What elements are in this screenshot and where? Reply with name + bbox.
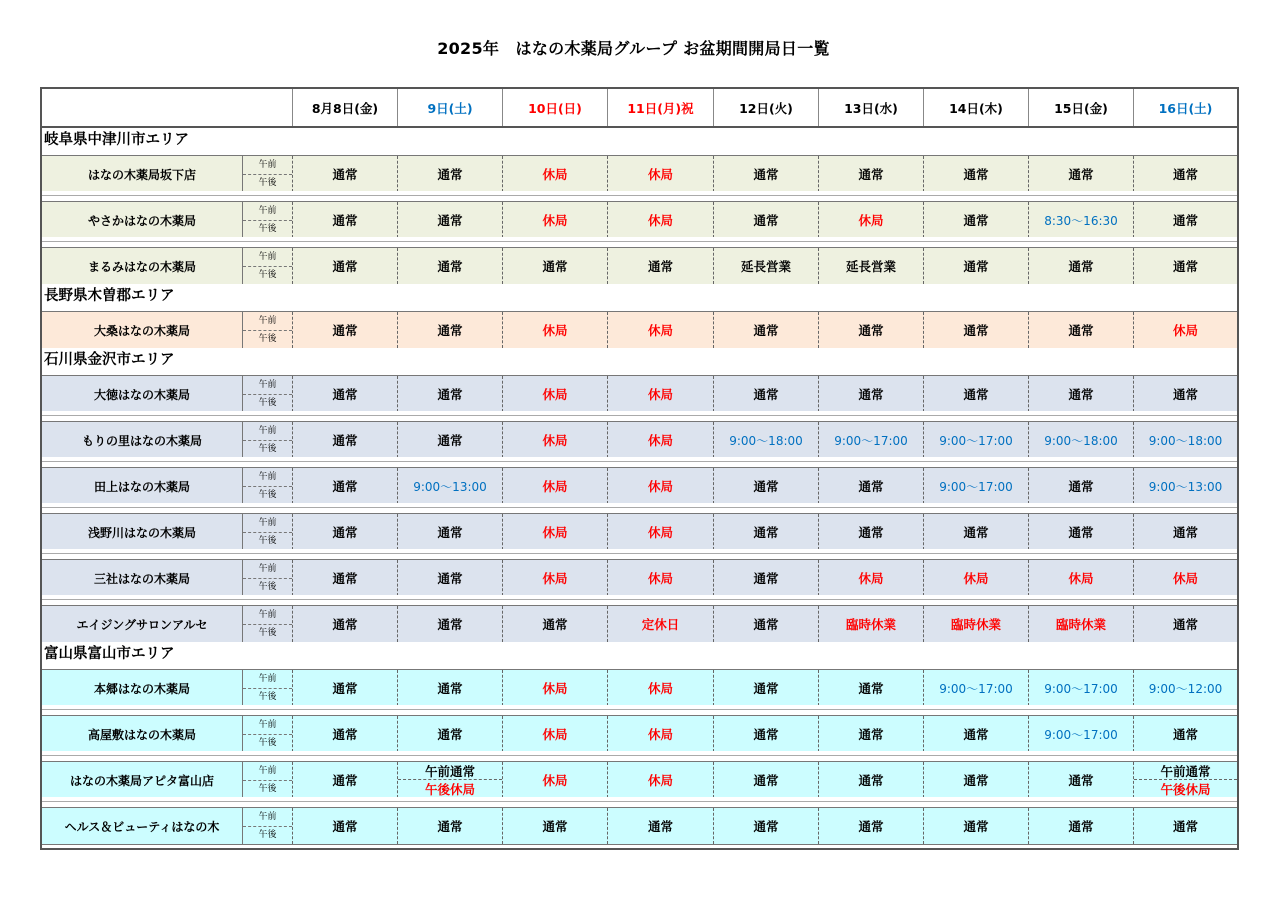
- header-day: 10日(日): [502, 89, 607, 126]
- day-status-cell: 通常: [713, 808, 818, 844]
- am-pm-divider: [243, 394, 292, 395]
- pm-status: 午後休局: [424, 782, 475, 797]
- day-status-cell: 休局: [607, 560, 713, 596]
- day-status-cell: 通常: [502, 606, 607, 642]
- day-status-cell: 通常: [713, 376, 818, 412]
- day-status-cell: 休局: [818, 202, 923, 238]
- day-status-cell: 通常: [1133, 248, 1237, 284]
- am-pm-divider: [243, 220, 292, 221]
- am-label: 午前: [258, 812, 277, 822]
- day-status-cell: 休局: [607, 716, 713, 752]
- row-separator: [42, 457, 1237, 462]
- am-pm-divider: [243, 688, 292, 689]
- area-heading: [42, 284, 1237, 308]
- am-label: 午前: [258, 518, 277, 528]
- day-status-cell: 通常: [818, 312, 923, 348]
- day-status-cell: 休局: [607, 156, 713, 192]
- am-pm-divider: [243, 330, 292, 331]
- day-status-cell: 通常: [713, 468, 818, 504]
- header-day: 15日(金): [1028, 89, 1133, 126]
- day-status-cell: 通常: [397, 156, 502, 192]
- day-status-cell: 通常: [923, 716, 1028, 752]
- am-pm-labels: [242, 808, 292, 844]
- day-status-cell: 休局: [1133, 312, 1237, 348]
- day-status-cell: 休局: [607, 312, 713, 348]
- day-status-cell: 休局: [502, 560, 607, 596]
- day-status-cell: 通常: [1028, 514, 1133, 550]
- day-status-cell: 通常: [1133, 716, 1237, 752]
- day-status-cell: 通常: [397, 670, 502, 706]
- day-status-cell: 休局: [502, 468, 607, 504]
- day-status-cell: 9:00～17:00: [923, 422, 1028, 458]
- am-status: 午前通常: [1134, 762, 1237, 780]
- day-status-cell: 通常: [1028, 248, 1133, 284]
- am-pm-divider: [243, 826, 292, 827]
- am-pm-divider: [243, 624, 292, 625]
- day-status-cell: 9:00～18:00: [1133, 422, 1237, 458]
- day-status-cell: 通常: [397, 422, 502, 458]
- day-status-cell: 通常: [818, 468, 923, 504]
- am-pm-labels: [242, 468, 292, 504]
- day-status-cell: 通常: [713, 716, 818, 752]
- day-status-cell: 通常: [1028, 156, 1133, 192]
- day-status-cell: 9:00～17:00: [923, 670, 1028, 706]
- day-status-cell: 通常: [923, 202, 1028, 238]
- day-status-cell: 通常: [397, 716, 502, 752]
- store-row: [42, 559, 1237, 597]
- store-name: 本郷はなの木薬局: [93, 681, 190, 696]
- day-status-cell: 通常: [397, 808, 502, 844]
- day-status-cell: 通常: [923, 312, 1028, 348]
- day-status-cell: 通常: [292, 716, 397, 752]
- row-separator: [42, 191, 1237, 196]
- am-pm-labels: [242, 670, 292, 706]
- am-label: 午前: [258, 252, 277, 262]
- store-name: もりの里はなの木薬局: [81, 433, 202, 448]
- am-label: 午前: [258, 426, 277, 436]
- pm-label: 午後: [258, 582, 277, 592]
- am-pm-labels: [242, 514, 292, 550]
- day-status-cell: 延長営業: [818, 248, 923, 284]
- day-status-cell: 休局: [502, 514, 607, 550]
- day-status-cell: 通常: [923, 376, 1028, 412]
- am-pm-divider: [243, 486, 292, 487]
- header-day: 13日(水): [818, 89, 923, 126]
- store-row: [42, 155, 1237, 193]
- pm-label: 午後: [258, 738, 277, 748]
- day-status-cell: 通常: [397, 248, 502, 284]
- header-row: [42, 89, 1237, 128]
- pm-label: 午後: [258, 444, 277, 454]
- day-status-cell: 通常: [923, 808, 1028, 844]
- store-name: 大桑はなの木薬局: [93, 323, 190, 338]
- store-name: はなの木薬局坂下店: [87, 167, 196, 182]
- header-day: 12日(火): [713, 89, 818, 126]
- day-status-cell: 通常: [292, 202, 397, 238]
- day-status-cell: 通常: [818, 514, 923, 550]
- day-status-cell: 通常: [502, 808, 607, 844]
- day-status-cell: 休局: [502, 202, 607, 238]
- pm-label: 午後: [258, 830, 277, 840]
- am-pm-divider: [243, 734, 292, 735]
- day-status-cell: 休局: [607, 762, 713, 798]
- row-separator: [42, 503, 1237, 508]
- row-separator: [42, 237, 1237, 242]
- day-status-cell: 通常: [1028, 376, 1133, 412]
- pm-label: 午後: [258, 784, 277, 794]
- day-status-cell: 通常: [1028, 468, 1133, 504]
- header-day: 8月8日(金): [292, 89, 397, 126]
- am-pm-labels: [242, 606, 292, 642]
- day-status-cell: 9:00～17:00: [1028, 716, 1133, 752]
- day-status-cell: 通常: [1028, 312, 1133, 348]
- pm-label: 午後: [258, 628, 277, 638]
- pm-status: 午後休局: [1160, 782, 1211, 797]
- day-status-cell: 通常: [292, 312, 397, 348]
- day-status-cell: 休局: [607, 422, 713, 458]
- day-status-cell: 通常: [1133, 376, 1237, 412]
- am-label: 午前: [258, 720, 277, 730]
- day-status-cell: 通常: [292, 422, 397, 458]
- area-heading: [42, 642, 1237, 666]
- day-status-cell: 休局: [818, 560, 923, 596]
- day-status-cell: 通常: [502, 248, 607, 284]
- store-row: [42, 201, 1237, 239]
- day-status-cell: 休局: [502, 670, 607, 706]
- day-status-cell: 通常: [292, 808, 397, 844]
- day-status-cell: 休局: [607, 468, 713, 504]
- row-separator: [42, 549, 1237, 554]
- am-pm-labels: [242, 376, 292, 412]
- schedule-table: [40, 87, 1239, 850]
- area-label: 石川県金沢市エリア: [44, 352, 175, 368]
- day-status-cell: 通常: [923, 156, 1028, 192]
- am-pm-labels: [242, 202, 292, 238]
- day-status-cell: 通常: [292, 514, 397, 550]
- day-status-cell: 通常: [397, 560, 502, 596]
- day-status-cell: 通常: [1133, 514, 1237, 550]
- day-status-cell: 休局: [502, 312, 607, 348]
- store-name: 浅野川はなの木薬局: [87, 525, 196, 540]
- am-pm-labels: [242, 248, 292, 284]
- am-label: 午前: [258, 206, 277, 216]
- day-status-cell: 休局: [502, 422, 607, 458]
- day-status-cell: 通常: [397, 202, 502, 238]
- area-label: 長野県木曽郡エリア: [44, 288, 175, 304]
- area-label: 富山県富山市エリア: [44, 646, 175, 662]
- day-status-cell: 休局: [1133, 560, 1237, 596]
- day-status-cell: 通常: [713, 606, 818, 642]
- am-status: 午前通常: [398, 762, 502, 780]
- pm-label: 午後: [258, 224, 277, 234]
- am-pm-labels: [242, 762, 292, 798]
- day-status-cell: 通常: [1133, 202, 1237, 238]
- header-blank-cell: [42, 89, 292, 126]
- am-label: 午前: [258, 674, 277, 684]
- store-row: [42, 715, 1237, 753]
- day-status-cell: 9:00～13:00: [397, 468, 502, 504]
- day-status-cell: 通常: [292, 468, 397, 504]
- am-label: 午前: [258, 316, 277, 326]
- store-row: [42, 807, 1237, 845]
- store-row: [42, 605, 1237, 643]
- day-status-cell: 通常: [923, 248, 1028, 284]
- day-status-cell: 通常: [713, 670, 818, 706]
- area-heading: [42, 128, 1237, 152]
- day-status-cell: 通常: [397, 312, 502, 348]
- pm-label: 午後: [258, 334, 277, 344]
- day-status-cell: 臨時休業: [923, 606, 1028, 642]
- store-name: まるみはなの木薬局: [87, 259, 196, 274]
- day-status-cell: 9:00～13:00: [1133, 468, 1237, 504]
- header-day: 9日(土): [397, 89, 502, 126]
- day-status-cell: 通常: [713, 202, 818, 238]
- store-name: エイジングサロンアルセ: [76, 617, 208, 632]
- day-status-cell: 休局: [607, 202, 713, 238]
- day-status-cell: 9:00～18:00: [713, 422, 818, 458]
- am-pm-divider: [243, 780, 292, 781]
- header-day: 11日(月)祝: [607, 89, 713, 126]
- day-status-cell: 通常: [1028, 808, 1133, 844]
- store-name: 高屋敷はなの木薬局: [87, 727, 196, 742]
- pm-label: 午後: [258, 490, 277, 500]
- store-row: [42, 247, 1237, 285]
- pm-label: 午後: [258, 178, 277, 188]
- day-status-cell: 通常: [818, 808, 923, 844]
- day-status-cell: 臨時休業: [1028, 606, 1133, 642]
- pm-label: 午後: [258, 270, 277, 280]
- store-row: [42, 669, 1237, 707]
- pm-label: 午後: [258, 536, 277, 546]
- pm-label: 午後: [258, 692, 277, 702]
- day-status-cell: 通常: [923, 514, 1028, 550]
- day-status-cell: 9:00～12:00: [1133, 670, 1237, 706]
- day-status-cell: 通常: [818, 670, 923, 706]
- store-row: [42, 467, 1237, 505]
- day-status-cell: 通常: [292, 156, 397, 192]
- am-pm-labels: [242, 312, 292, 348]
- row-separator: [42, 751, 1237, 756]
- am-pm-labels: [242, 560, 292, 596]
- day-status-cell: 通常: [397, 606, 502, 642]
- day-status-cell: 通常: [292, 762, 397, 798]
- store-name: 大徳はなの木薬局: [93, 387, 190, 402]
- day-status-cell: 8:30～16:30: [1028, 202, 1133, 238]
- day-status-cell: 休局: [502, 376, 607, 412]
- am-pm-divider: [243, 440, 292, 441]
- day-status-cell: 休局: [607, 376, 713, 412]
- row-separator: [42, 705, 1237, 710]
- day-status-cell: 休局: [502, 762, 607, 798]
- day-status-cell: 9:00～17:00: [923, 468, 1028, 504]
- day-status-cell: 通常: [1133, 156, 1237, 192]
- day-status-cell: 9:00～18:00: [1028, 422, 1133, 458]
- store-row: [42, 513, 1237, 551]
- day-status-cell: 休局: [923, 560, 1028, 596]
- store-row: [42, 311, 1237, 349]
- day-status-cell: 通常: [818, 156, 923, 192]
- am-label: 午前: [258, 564, 277, 574]
- am-pm-labels: [242, 156, 292, 192]
- store-name: はなの木薬局アピタ富山店: [69, 773, 214, 788]
- store-row: [42, 421, 1237, 459]
- am-pm-divider: [243, 578, 292, 579]
- day-status-cell: 通常: [397, 514, 502, 550]
- day-status-cell: 休局: [607, 670, 713, 706]
- day-status-cell: 通常: [292, 560, 397, 596]
- row-separator: [42, 595, 1237, 600]
- day-status-cell: 通常: [397, 376, 502, 412]
- day-status-cell: [1133, 762, 1237, 798]
- day-status-cell: 通常: [292, 376, 397, 412]
- day-status-cell: 通常: [1028, 762, 1133, 798]
- header-day: 16日(土): [1133, 89, 1237, 126]
- day-status-cell: 通常: [292, 670, 397, 706]
- day-status-cell: 通常: [713, 560, 818, 596]
- am-label: 午前: [258, 610, 277, 620]
- day-status-cell: 通常: [818, 376, 923, 412]
- store-row: [42, 375, 1237, 413]
- day-status-cell: 延長営業: [713, 248, 818, 284]
- am-label: 午前: [258, 380, 277, 390]
- day-status-cell: 定休日: [607, 606, 713, 642]
- am-pm-labels: [242, 716, 292, 752]
- day-status-cell: 9:00～17:00: [818, 422, 923, 458]
- day-status-cell: 通常: [292, 606, 397, 642]
- day-status-cell: 通常: [713, 312, 818, 348]
- am-label: 午前: [258, 160, 277, 170]
- day-status-cell: 通常: [292, 248, 397, 284]
- day-status-cell: 通常: [1133, 808, 1237, 844]
- day-status-cell: 通常: [1133, 606, 1237, 642]
- area-label: 岐阜県中津川市エリア: [44, 132, 189, 148]
- day-status-cell: 通常: [607, 808, 713, 844]
- day-status-cell: 9:00～17:00: [1028, 670, 1133, 706]
- am-pm-labels: [242, 422, 292, 458]
- am-pm-divider: [243, 266, 292, 267]
- store-name: 三社はなの木薬局: [93, 571, 190, 586]
- day-status-cell: 通常: [713, 514, 818, 550]
- store-name: 田上はなの木薬局: [93, 479, 190, 494]
- day-status-cell: 通常: [818, 762, 923, 798]
- day-status-cell: 休局: [607, 514, 713, 550]
- area-heading: [42, 348, 1237, 372]
- page-title: 2025年 はなの木薬局グループ お盆期間開局日一覧: [437, 39, 830, 58]
- day-status-cell: 通常: [713, 762, 818, 798]
- store-name: やさかはなの木薬局: [87, 213, 196, 228]
- day-status-cell: 休局: [502, 716, 607, 752]
- pm-label: 午後: [258, 398, 277, 408]
- am-label: 午前: [258, 766, 277, 776]
- am-pm-divider: [243, 174, 292, 175]
- store-name: ヘルス＆ビューティはなの木: [64, 819, 220, 834]
- row-separator: [42, 411, 1237, 416]
- store-row: [42, 761, 1237, 799]
- day-status-cell: 通常: [818, 716, 923, 752]
- day-status-cell: 休局: [502, 156, 607, 192]
- day-status-cell: 臨時休業: [818, 606, 923, 642]
- am-pm-divider: [243, 532, 292, 533]
- day-status-cell: 通常: [713, 156, 818, 192]
- day-status-cell: 通常: [923, 762, 1028, 798]
- day-status-cell: [397, 762, 502, 798]
- header-day: 14日(木): [923, 89, 1028, 126]
- day-status-cell: 休局: [1028, 560, 1133, 596]
- day-status-cell: 通常: [607, 248, 713, 284]
- am-label: 午前: [258, 472, 277, 482]
- row-separator: [42, 797, 1237, 802]
